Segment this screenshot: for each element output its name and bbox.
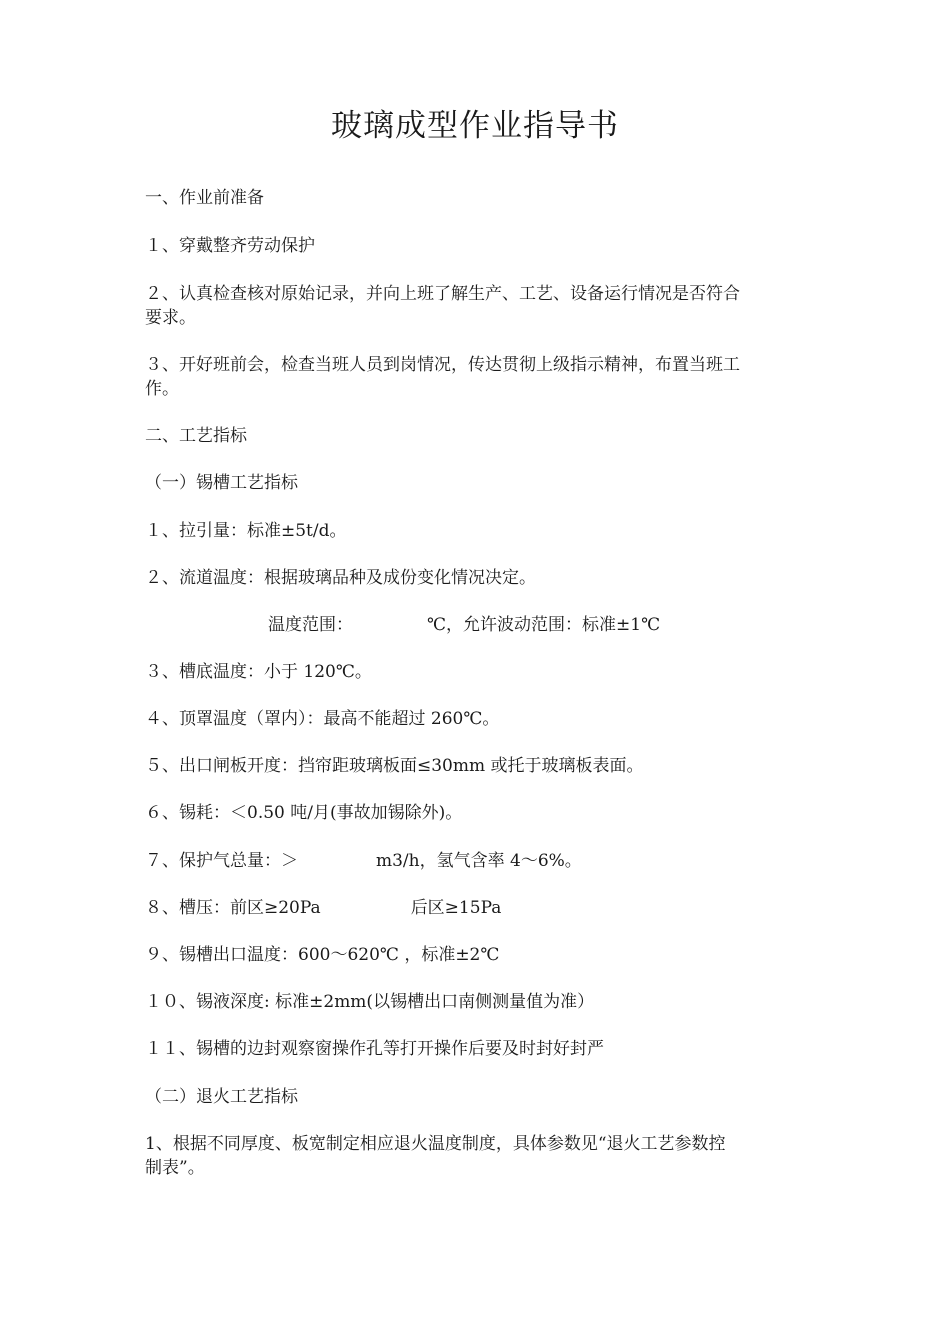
paragraph-continuation: 制表”。 xyxy=(145,1158,205,1178)
paragraph-item: ６、锡耗：＜0.50 吨/月(事故加锡除外)。 xyxy=(145,803,463,823)
protective-gas-hydrogen: m3/h，氢气含率 4～6%。 xyxy=(376,851,582,871)
paragraph-item: １１、锡槽的边封观察窗操作孔等打开操作后要及时封好封严 xyxy=(145,1039,604,1059)
protective-gas-label: ７、保护气总量：＞ xyxy=(145,851,298,871)
paragraph-item: ３、开好班前会，检查当班人员到岗情况，传达贯彻上级指示精神，布置当班工 xyxy=(145,355,740,375)
paragraph-item: 1、根据不同厚度、板宽制定相应退火温度制度，具体参数见“退火工艺参数控 xyxy=(145,1134,726,1154)
subsection-heading-tin-bath: （一）锡槽工艺指标 xyxy=(145,473,298,493)
temperature-range-line xyxy=(268,613,788,637)
paragraph-item: ２、流道温度：根据玻璃品种及成份变化情况决定。 xyxy=(145,568,536,588)
section-heading-preparation: 一、作业前准备 xyxy=(145,188,264,208)
paragraph-item: ５、出口闸板开度：挡帘距玻璃板面≤30mm 或托于玻璃板表面。 xyxy=(145,756,644,776)
bath-pressure-back: 后区≥15Pa xyxy=(410,898,502,918)
temperature-range-tolerance: ℃，允许波动范围：标准±1℃ xyxy=(427,615,661,635)
paragraph-item: ４、顶罩温度（罩内）：最高不能超过 260℃。 xyxy=(145,709,500,729)
paragraph-item: ２、认真检查核对原始记录，并向上班了解生产、工艺、设备运行情况是否符合 xyxy=(145,284,740,304)
bath-pressure-front: ８、槽压：前区≥20Pa xyxy=(145,898,321,918)
paragraph-item: １、穿戴整齐劳动保护 xyxy=(145,236,315,256)
temperature-range-label: 温度范围： xyxy=(268,615,353,635)
paragraph-item: １、拉引量：标准±5t/d。 xyxy=(145,521,347,541)
paragraph-item: １０、锡液深度: 标准±2mm(以锡槽出口南侧测量值为准） xyxy=(145,992,595,1012)
paragraph-continuation: 要求。 xyxy=(145,308,196,328)
subsection-heading-annealing: （二）退火工艺指标 xyxy=(145,1087,298,1107)
paragraph-item: ３、槽底温度：小于 120℃。 xyxy=(145,662,372,682)
document-title: 玻璃成型作业指导书 xyxy=(331,108,619,144)
section-heading-process-indicators: 二、工艺指标 xyxy=(145,426,247,446)
bath-pressure-line xyxy=(145,896,813,920)
paragraph-item: ９、锡槽出口温度：600～620℃ ，标准±2℃ xyxy=(145,945,500,965)
paragraph-continuation: 作。 xyxy=(145,379,179,399)
protective-gas-line xyxy=(145,849,813,873)
